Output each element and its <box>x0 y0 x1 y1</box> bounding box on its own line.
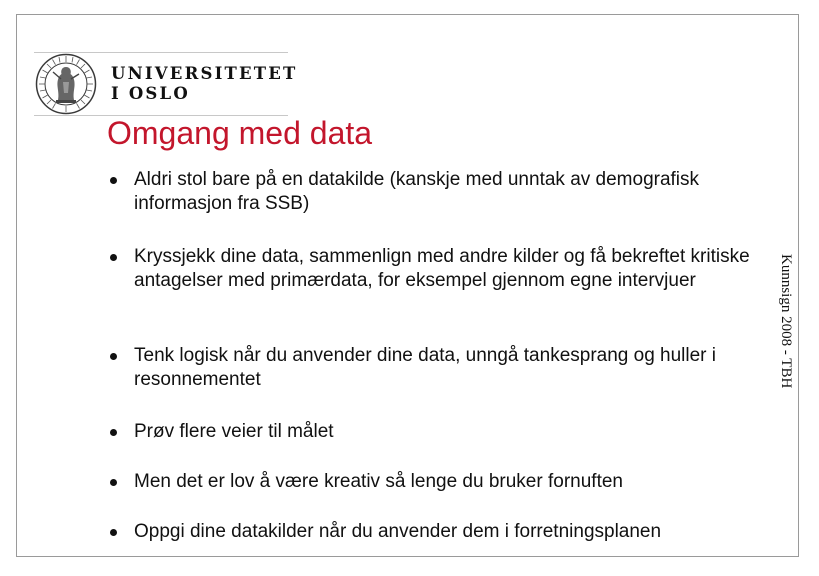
bullet-dot-icon <box>110 177 117 184</box>
bullet-dot-icon <box>110 429 117 436</box>
bullet-item <box>108 245 768 293</box>
bullet-text: Men det er lov å være kreativ så lenge du bruker fornuften <box>134 471 623 492</box>
bullet-dot-icon <box>110 479 117 486</box>
side-caption <box>775 254 797 424</box>
wordmark-line-1: UNIVERSITETET <box>111 64 298 83</box>
bullet-text: Aldri stol bare på en datakilde (kanskje med unntak av demografisk informasjon fra SSB) <box>134 169 700 214</box>
bullet-text: Oppgi dine datakilder når du anvender dem i forretningsplanen <box>134 521 662 542</box>
bullet-text: Tenk logisk når du anvender dine data, unngå tankesprang og huller i resonnementet <box>134 345 717 390</box>
bullet-item <box>108 470 768 494</box>
bullet-item <box>108 520 768 544</box>
bullet-item <box>108 344 768 392</box>
bullet-dot-icon <box>110 529 117 536</box>
bullet-dot-icon <box>110 254 117 261</box>
bullet-text: Kryssjekk dine data, sammenlign med andre kilder og få bekreftet kritiske antagelser med primærdata, for eksempel gjennom egne intervjuer <box>134 246 750 291</box>
university-wordmark <box>111 64 298 104</box>
bullet-text: Prøv flere veier til målet <box>134 421 334 442</box>
university-seal-icon <box>35 53 97 115</box>
bullet-item <box>108 420 768 444</box>
bullet-item <box>108 168 768 216</box>
slide-title: Omgang med data <box>107 115 373 151</box>
bullet-dot-icon <box>110 353 117 360</box>
side-caption-text: Kunnsign 2008 - TBH <box>778 254 794 389</box>
wordmark-line-2: I OSLO <box>111 84 190 103</box>
